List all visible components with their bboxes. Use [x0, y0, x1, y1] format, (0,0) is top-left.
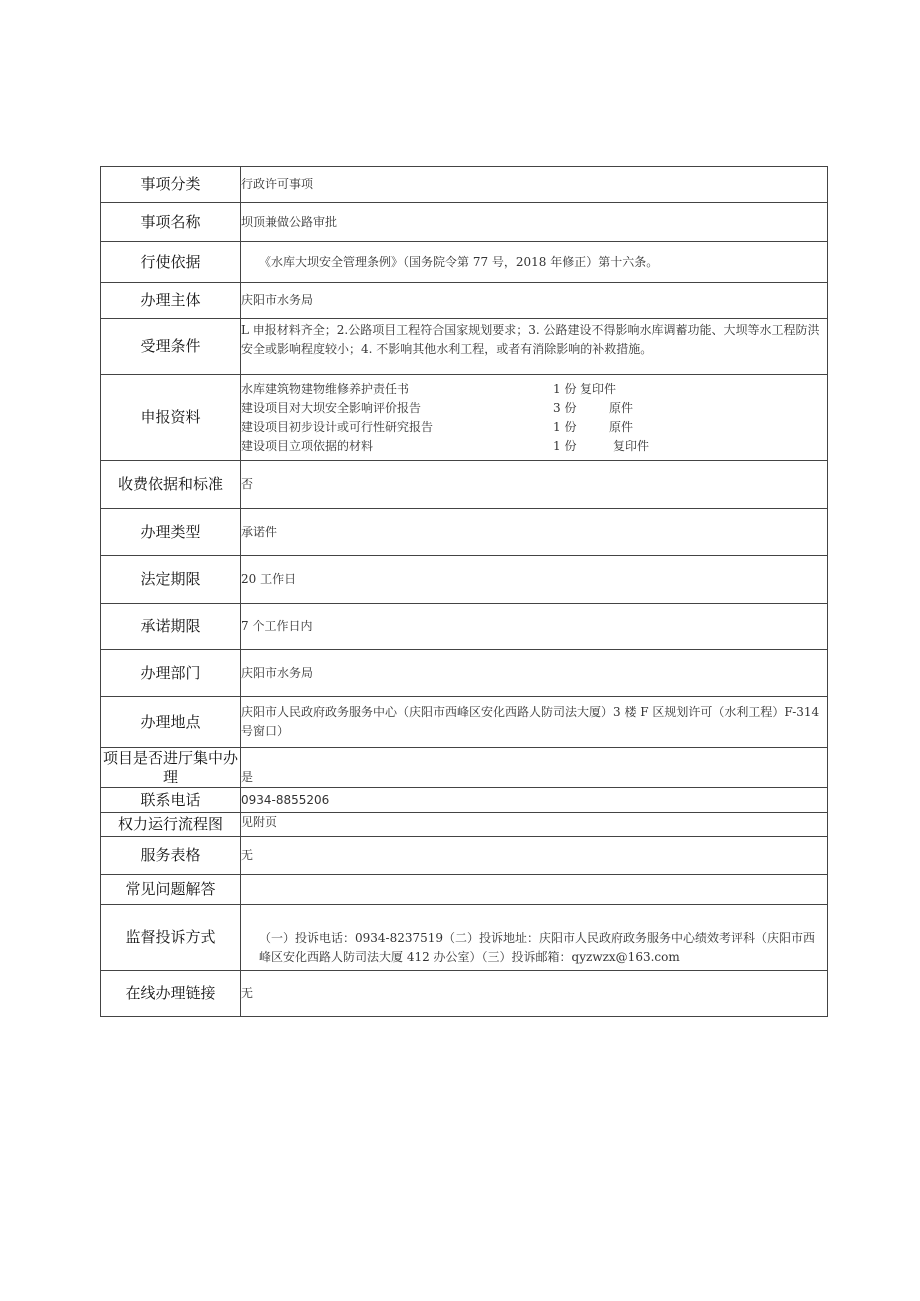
material-name: 建设项目立项依据的材料 [241, 438, 374, 453]
table-row [101, 971, 828, 1017]
table-row [101, 242, 828, 283]
material-name: 水库建筑物建物维修养护责任书 [241, 381, 410, 396]
row-label: 承诺期限 [101, 604, 241, 650]
row-label: 常见问题解答 [101, 875, 241, 905]
row-label: 事项名称 [101, 203, 241, 242]
row-value: 承诺件 [241, 509, 828, 556]
row-value: 0934-8855206 [241, 788, 828, 813]
materials-list [241, 375, 828, 461]
table-row [101, 650, 828, 697]
row-label: 事项分类 [101, 167, 241, 203]
table-row [101, 319, 828, 375]
row-value: L 申报材料齐全；2.公路项目工程符合国家规划要求；3. 公路建设不得影响水库调蓄功能、大坝等水工程防洪安全或影响程度较小；4. 不影响其他水利工程，或者有消除影响的补救措施。 [241, 319, 828, 375]
table-row [101, 788, 828, 813]
table-row [101, 604, 828, 650]
row-value: 庆阳市水务局 [241, 283, 828, 319]
table-row [101, 375, 828, 461]
material-name: 建设项目初步设计或可行性研究报告 [241, 419, 434, 434]
material-item [241, 418, 827, 437]
material-item [241, 380, 827, 399]
table-row [101, 837, 828, 875]
row-label: 监督投诉方式 [101, 905, 241, 971]
material-item [241, 399, 827, 418]
table-row [101, 283, 828, 319]
service-item-table [100, 166, 828, 1017]
material-item [241, 437, 827, 456]
material-name: 建设项目对大坝安全影响评价报告 [241, 400, 422, 415]
row-value: 庆阳市水务局 [241, 650, 828, 697]
row-label: 联系电话 [101, 788, 241, 813]
table-row [101, 905, 828, 971]
table-row [101, 461, 828, 509]
row-value: 无 [241, 971, 828, 1017]
row-label: 权力运行流程图 [101, 813, 241, 837]
row-value: 坝顶兼做公路审批 [241, 203, 828, 242]
row-value: 庆阳市人民政府政务服务中心（庆阳市西峰区安化西路人防司法大厦）3 楼 F 区规划许可（水利工程）F-314 号窗口） [241, 697, 828, 748]
table-row [101, 167, 828, 203]
table-row [101, 875, 828, 905]
row-label: 办理主体 [101, 283, 241, 319]
row-value: 见附页 [241, 813, 828, 837]
row-value: （一）投诉电话：0934-8237519（二）投诉地址：庆阳市人民政府政务服务中心绩效考评科（庆阳市西峰区安化西路人防司法大厦 412 办公室）（三）投诉邮箱：qyzwzx@163.com [259, 930, 816, 964]
row-label: 受理条件 [101, 319, 241, 375]
row-value: 20 工作日 [241, 556, 828, 604]
table-row [101, 813, 828, 837]
material-qty: 1 份 [553, 381, 577, 396]
material-type: 原件 [609, 400, 634, 415]
row-value: 7 个工作日内 [241, 604, 828, 650]
row-label: 收费依据和标准 [101, 461, 241, 509]
row-label: 行使依据 [101, 242, 241, 283]
row-label: 办理地点 [101, 697, 241, 748]
row-label: 办理类型 [101, 509, 241, 556]
row-label: 法定期限 [101, 556, 241, 604]
table-row [101, 697, 828, 748]
row-value-cell [241, 242, 828, 283]
row-label: 服务表格 [101, 837, 241, 875]
row-value-cell [241, 905, 828, 971]
material-type: 复印件 [580, 381, 617, 396]
row-label: 在线办理链接 [101, 971, 241, 1017]
row-label: 申报资料 [101, 375, 241, 461]
material-qty: 3 份 [553, 400, 577, 415]
row-label: 项目是否进厅集中办理 [101, 748, 241, 788]
row-value: 行政许可事项 [241, 167, 828, 203]
row-value: 否 [241, 461, 828, 509]
material-qty: 1 份 [553, 438, 577, 453]
material-type: 原件 [609, 419, 634, 434]
row-label: 办理部门 [101, 650, 241, 697]
table-row [101, 556, 828, 604]
material-qty: 1 份 [553, 419, 577, 434]
table-row [101, 509, 828, 556]
row-value [241, 875, 828, 905]
table-row [101, 203, 828, 242]
material-type: 复印件 [613, 438, 650, 453]
row-value: 无 [241, 837, 828, 875]
row-value: 是 [241, 748, 828, 788]
table-row [101, 748, 828, 788]
row-value: 《水库大坝安全管理条例》（国务院令第 77 号，2018 年修正）第十六条。 [259, 254, 659, 269]
